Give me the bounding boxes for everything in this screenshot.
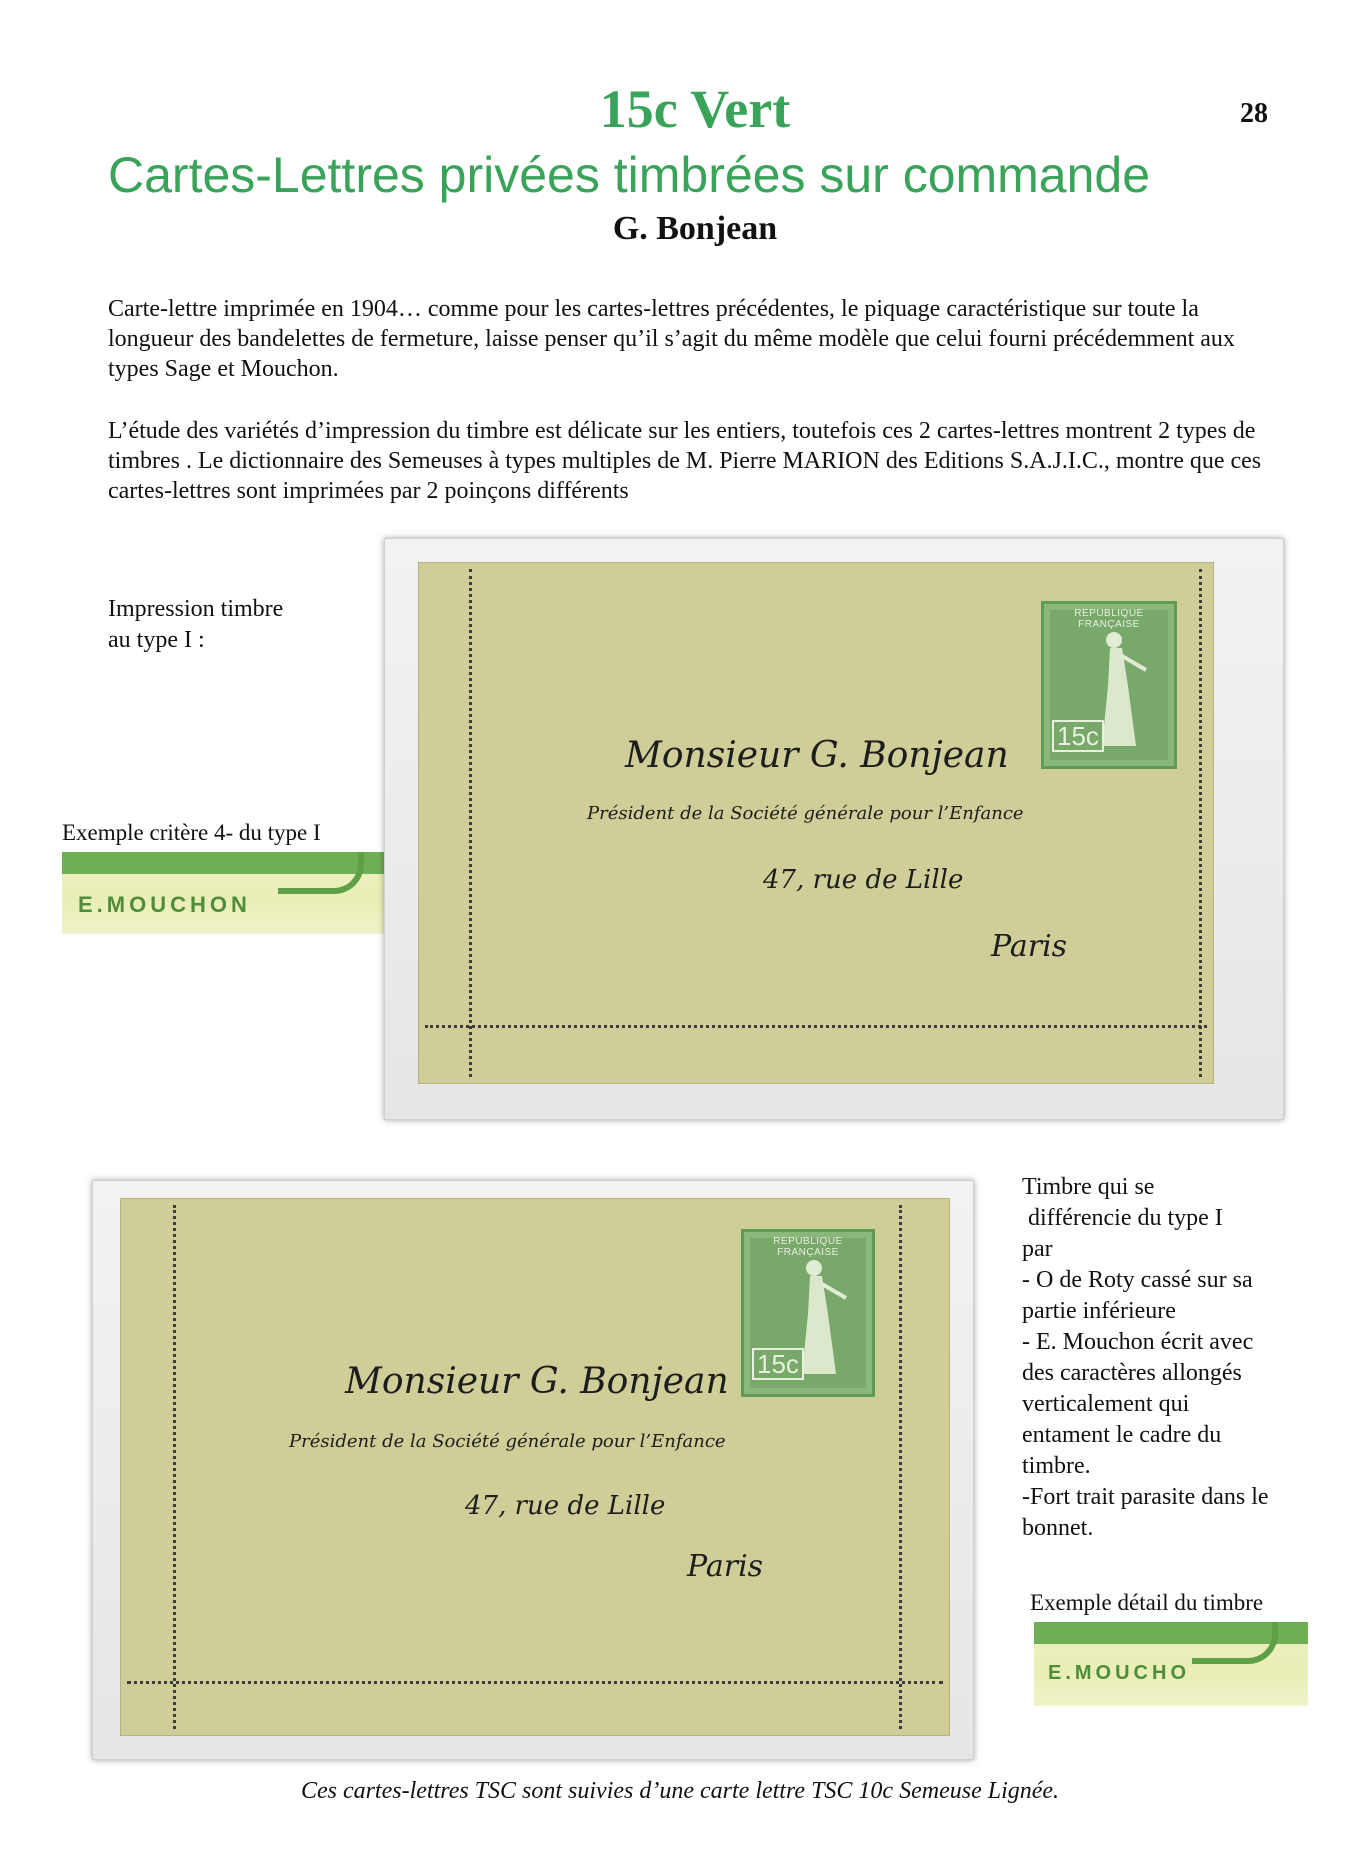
footer-note: Ces cartes-lettres TSC sont suivies d’une carte lettre TSC 10c Semeuse Lignée. xyxy=(300,1778,1060,1804)
side-note-line: - O de Roty cassé sur sa xyxy=(1022,1267,1253,1293)
stamp-frame-corner xyxy=(278,852,364,894)
card2-letter-card xyxy=(120,1198,950,1736)
card1-stamp-detail-image xyxy=(62,852,384,934)
side-note-line: verticalement qui xyxy=(1022,1391,1190,1417)
side-note-line: par xyxy=(1022,1236,1053,1262)
card2-detail-text: E.MOUCHO xyxy=(1048,1662,1190,1684)
card1-address-city: Paris xyxy=(991,929,1068,964)
card2-address-name: Monsieur G. Bonjean xyxy=(345,1361,729,1402)
stamp-header: REPUBLIQUE FRANÇAISE xyxy=(1074,608,1144,630)
side-note-line: Timbre qui se xyxy=(1022,1174,1155,1200)
side-note-line: différencie du type I xyxy=(1022,1205,1223,1231)
card2-address-title: Président de la Société générale pour l’Enfance xyxy=(289,1431,726,1452)
card2-address-street: 47, rue de Lille xyxy=(465,1491,666,1521)
stamp-frame-corner xyxy=(1192,1622,1278,1664)
perforation-line xyxy=(425,1025,1207,1028)
card1-detail-text: E.MOUCHON xyxy=(78,892,251,917)
perforation-line xyxy=(1199,569,1202,1077)
card1-side-note-line: Impression timbre xyxy=(108,596,284,622)
stamp-value: 15c xyxy=(1052,720,1104,752)
card1-address-street: 47, rue de Lille xyxy=(763,865,964,895)
perforation-line xyxy=(469,569,472,1077)
card2-stamp-detail-image xyxy=(1034,1622,1308,1706)
perforation-line xyxy=(127,1681,943,1684)
page-subtitle: Cartes-Lettres privées timbrées sur commande xyxy=(108,147,1151,203)
side-note-line: timbre. xyxy=(1022,1453,1091,1479)
card1-side-note xyxy=(108,594,283,656)
side-note-line: - E. Mouchon écrit avec xyxy=(1022,1329,1254,1355)
side-note-line: -Fort trait parasite dans le xyxy=(1022,1484,1269,1510)
stamp-header: REPUBLIQUE FRANÇAISE xyxy=(773,1236,843,1258)
intro-paragraph-2: L’étude des variétés d’impression du timbre est délicate sur les entiers, toutefois ces 2 cartes-lettres montrent 2 types de timbres . Le dictionnaire des Semeuses à types multiples de M. Pierre MARION des Editions S.A.J.I.C., montre que ces cartes-lettres sont imprimées par 2 poinçons différents xyxy=(108,418,1262,504)
side-note-line: partie inférieure xyxy=(1022,1298,1176,1324)
card2-side-note xyxy=(1022,1172,1342,1544)
perforation-line xyxy=(173,1205,176,1729)
stamp-value: 15c xyxy=(752,1348,804,1380)
card1-address-title: Président de la Société générale pour l’Enfance xyxy=(587,803,1024,824)
side-note-line: des caractères allongés xyxy=(1022,1360,1242,1386)
card1-stamp xyxy=(1041,601,1177,769)
perforation-line xyxy=(899,1205,902,1729)
side-note-line: bonnet. xyxy=(1022,1515,1094,1541)
card1-letter-card xyxy=(418,562,1214,1084)
intro-paragraph-1: Carte-lettre imprimée en 1904… comme pour les cartes-lettres précédentes, le piquage caractéristique sur toute la longueur des bandelettes de fermeture, laisse penser qu’il s’agit du même modèle que celui fourni précédemment aux types Sage et Mouchon. xyxy=(108,296,1235,382)
card1-side-note-line: au type I : xyxy=(108,627,205,653)
card1-example-caption: Exemple critère 4- du type I xyxy=(62,820,321,845)
subject-heading: G. Bonjean xyxy=(612,210,778,247)
side-note-line: entament le cadre du xyxy=(1022,1422,1222,1448)
page-number: 28 xyxy=(1240,98,1268,129)
card2-stamp xyxy=(741,1229,875,1397)
card2-address-city: Paris xyxy=(687,1549,764,1584)
page-title: 15c Vert xyxy=(599,79,791,139)
card1-address-name: Monsieur G. Bonjean xyxy=(625,735,1009,776)
card2-example-caption: Exemple détail du timbre xyxy=(1030,1590,1264,1615)
